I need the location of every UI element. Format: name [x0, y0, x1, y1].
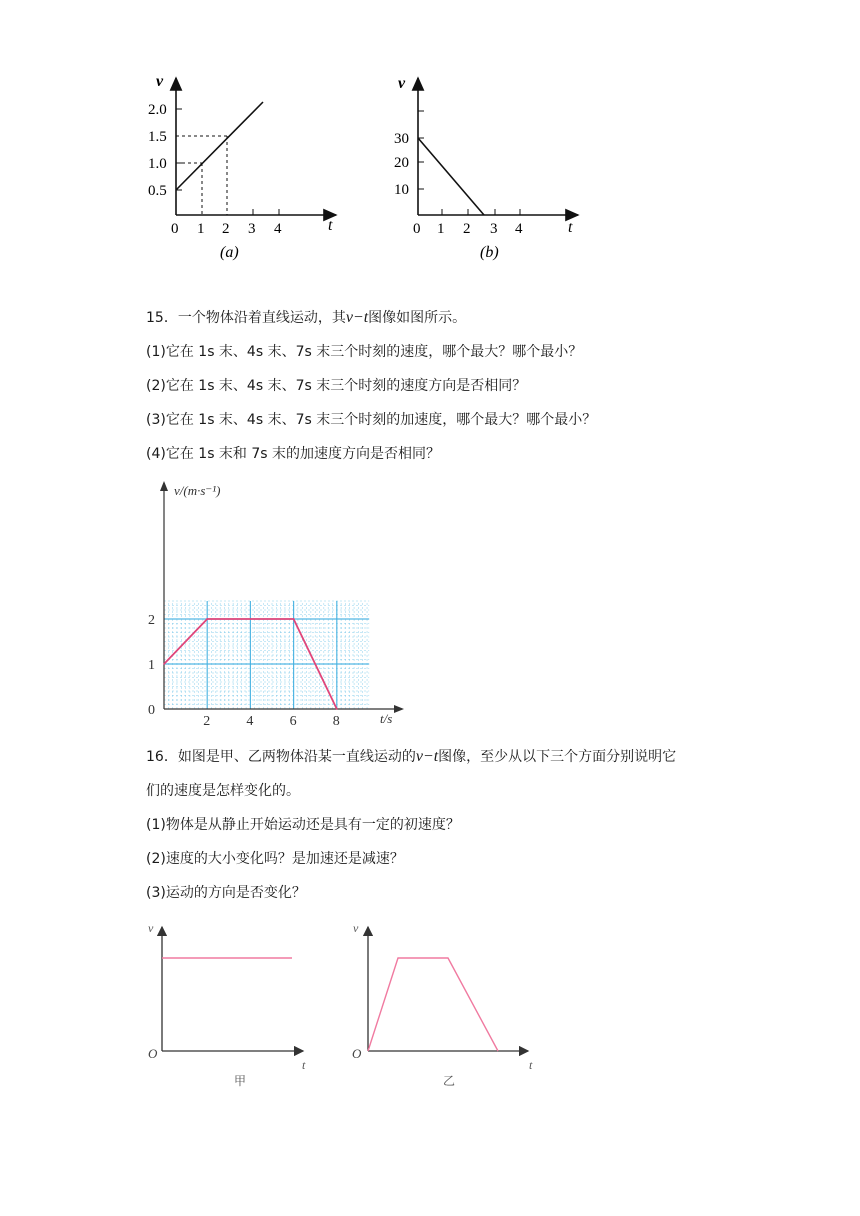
tick-labels — [148, 483, 392, 729]
vt-symbol: v−t — [345, 309, 369, 326]
y-ticks — [148, 102, 167, 199]
x-tick: 2 — [222, 221, 230, 237]
y-tick: 10 — [394, 182, 409, 198]
figure-b — [380, 70, 600, 270]
figure-jia — [140, 915, 320, 1090]
y-ticks — [394, 131, 409, 198]
y-axis-arrow — [160, 481, 168, 491]
y-axis-label: v — [148, 921, 154, 935]
x-tick-label: 6 — [289, 714, 297, 729]
q15-stem — [146, 308, 466, 328]
y-tick: 2.0 — [148, 102, 167, 118]
data-point — [163, 663, 165, 665]
x-tick: 3 — [490, 221, 498, 237]
grid — [164, 601, 369, 709]
y-axis-label: v — [156, 73, 164, 90]
y-tick: 30 — [394, 131, 409, 147]
figure-a — [140, 70, 350, 270]
x-axis-label: t — [302, 1058, 306, 1072]
q15-stem-pre: 15．一个物体沿着直线运动，其 — [146, 310, 346, 326]
x-ticks — [413, 221, 523, 237]
y-axis-label: v — [353, 921, 359, 935]
q16-part-3: (3)运动的方向是否变化？ — [146, 885, 306, 901]
data-point — [336, 708, 338, 710]
x-tick: 4 — [274, 221, 282, 237]
y-tick: 1.5 — [148, 129, 167, 145]
x-tick: 4 — [515, 221, 523, 237]
x-tick: 3 — [248, 221, 256, 237]
y-tick-label: 1 — [148, 658, 155, 673]
x-axis-label: t — [529, 1058, 533, 1072]
q15-part-2: (2)它在 1s 末、4s 末、7s 末三个时刻的速度方向是否相同？ — [146, 378, 527, 394]
q16-stem-line1 — [146, 747, 676, 767]
q16-stem-post: 图像，至少从以下三个方面分别说明它 — [438, 749, 677, 765]
x-tick-label: 8 — [332, 714, 340, 729]
x-tick-label: 4 — [246, 714, 254, 729]
q15-part-3: (3)它在 1s 末、4s 末、7s 末三个时刻的加速度，哪个最大？哪个最小？ — [146, 412, 597, 428]
caption: (b) — [480, 244, 499, 261]
y-tick-label: 2 — [148, 613, 155, 628]
x-tick-label: 2 — [203, 714, 211, 729]
x-tick: 0 — [413, 221, 421, 237]
velocity-line — [176, 102, 263, 190]
velocity-line — [418, 138, 484, 215]
q15-part-1: (1)它在 1s 末、4s 末、7s 末三个时刻的速度，哪个最大？哪个最小？ — [146, 344, 583, 360]
y-tick: 20 — [394, 155, 409, 171]
origin-label: O — [352, 1046, 362, 1061]
origin-label: O — [148, 1046, 158, 1061]
x-tick: 1 — [437, 221, 445, 237]
y-tick: 1.0 — [148, 156, 167, 172]
figure-yi — [345, 915, 545, 1090]
data-point — [206, 618, 208, 620]
y-axis-label: v/(m·s⁻¹) — [174, 483, 221, 498]
y-tick: 0.5 — [148, 183, 167, 199]
data-point — [293, 618, 295, 620]
q16-stem-pre: 16．如图是甲、乙两物体沿某一直线运动的 — [146, 749, 416, 765]
q15-stem-post: 图像如图所示。 — [368, 310, 467, 326]
figure-15-chart — [140, 475, 420, 730]
caption: 乙 — [443, 1074, 456, 1088]
x-tick: 1 — [197, 221, 205, 237]
y-tick-label: 0 — [148, 703, 155, 718]
x-axis-label: t — [568, 219, 573, 236]
x-axis-arrow — [394, 705, 404, 713]
x-axis-label: t/s — [380, 711, 393, 726]
y-axis-label: v — [398, 75, 406, 92]
q15-part-4: (4)它在 1s 末和 7s 末的加速度方向是否相同？ — [146, 446, 441, 462]
dashed-guides — [176, 136, 227, 215]
x-tick: 0 — [171, 221, 179, 237]
q16-part-2: (2)速度的大小变化吗？是加速还是减速？ — [146, 851, 404, 867]
vt-symbol: v−t — [415, 748, 439, 765]
q16-part-1: (1)物体是从静止开始运动还是具有一定的初速度？ — [146, 817, 460, 833]
caption: 甲 — [234, 1074, 247, 1088]
caption: (a) — [220, 244, 239, 261]
x-ticks — [171, 221, 282, 237]
axes — [160, 481, 404, 713]
velocity-line — [368, 958, 498, 1051]
x-axis-label: t — [328, 217, 333, 234]
x-tick: 2 — [463, 221, 471, 237]
q16-stem-line2: 们的速度是怎样变化的。 — [146, 783, 300, 799]
